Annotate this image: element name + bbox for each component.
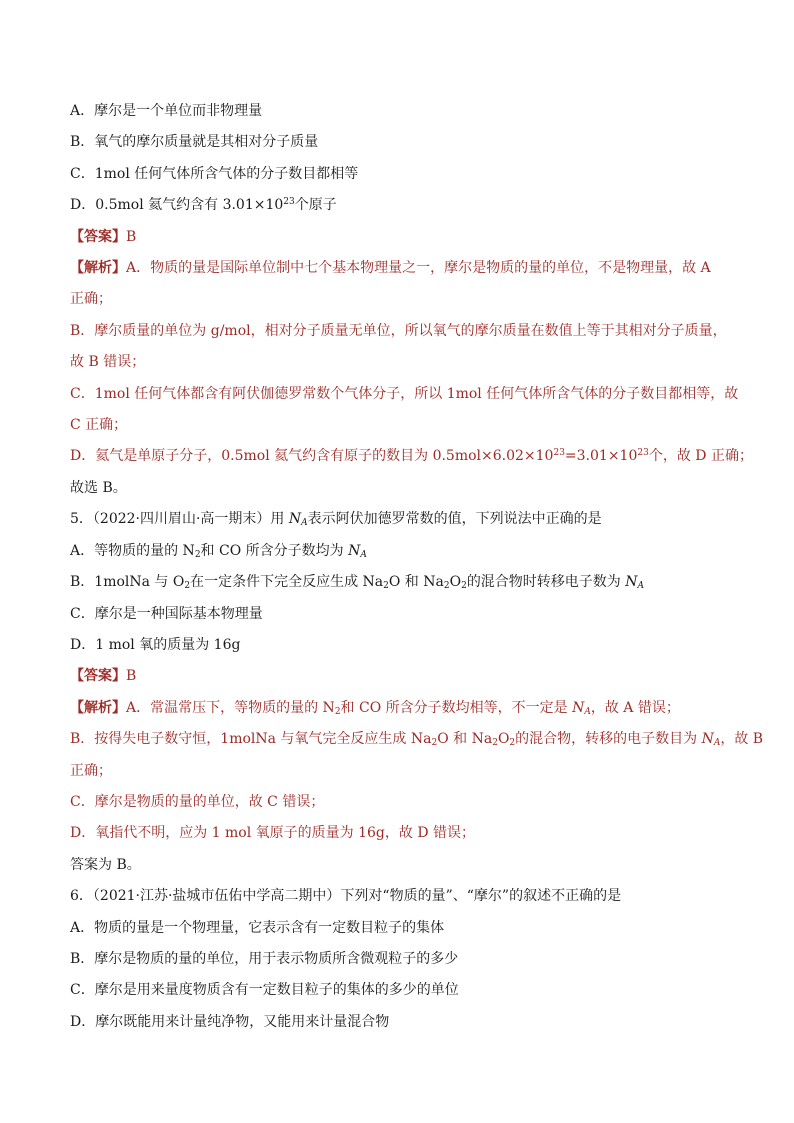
q6-option-c: C．摩尔是用来量度物质含有一定数目粒子的集体的多少的单位: [70, 982, 459, 999]
q5-option-b: B．1molNa 与 $O_2$在一定条件下完全反应生成 $Na_2O$ 和 $Na_2O_2$的混合物时转移电子数为 $N_A$: [70, 574, 645, 592]
q4-conclusion: 故选 B。: [70, 479, 127, 496]
q5-option-c: C．摩尔是一种国际基本物理量: [70, 605, 263, 622]
q4-answer: [70, 222, 730, 253]
q5-stem: 5．（2022·四川眉山·高一期末）用 $N_A$表示阿伏加德罗常数的值，下列说法中正确的是: [70, 511, 602, 529]
q4-answer-label: 【答案】: [70, 228, 126, 245]
q4-analysis-c-cont: C 正确；: [70, 417, 128, 434]
q5-answer-value: B: [126, 668, 137, 685]
q5-analysis-a: 【解析】A．常温常压下，等物质的量的 $N_2$和 CO 所含分子数均相等，不一定是 $N_A$，故 A 错误；: [70, 699, 680, 717]
q4-analysis-label: 【解析】: [70, 260, 126, 277]
q4-analysis-c: C．1mol 任何气体都含有阿伏伽德罗常数个气体分子，所以 1mol 任何气体所含气体的分子数目都相等，故: [70, 385, 739, 402]
q4-analysis-b: B．摩尔质量的单位为 g/mol，相对分子质量无单位，所以氧气的摩尔质量在数值上等于其相对分子质量，: [70, 322, 727, 339]
q5-answer-label: 【答案】: [70, 668, 126, 685]
q4-analysis-d: D．氦气是单原子分子，0.5mol 氦气约含有原子的数目为 $0.5mol\times 6.02\times 10^{23}=3.01\times 10^{23}$个，故 D 正确；: [70, 448, 753, 465]
q4-option-c: C．1mol 任何气体所含气体的分子数目都相等: [70, 165, 359, 182]
q5-analysis-c: C．摩尔是物质的量的单位，故 C 错误；: [70, 793, 325, 810]
q5-analysis-d: D．氧指代不明，应为 1 mol 氧原子的质量为 16g，故 D 错误；: [70, 825, 476, 842]
q5-conclusion: 答案为 B。: [70, 856, 141, 873]
document-page: [70, 96, 764, 1038]
q4-answer-value: B: [126, 228, 137, 245]
q5-option-d: D．1 mol 氧的质量为 16g: [70, 636, 241, 653]
q6-option-d: D．摩尔既能用来计量纯净物，又能用来计量混合物: [70, 1013, 390, 1030]
q4-analysis-b-cont: 故 B 错误；: [70, 354, 146, 371]
q4-option-b: B．氧气的摩尔质量就是其相对分子质量: [70, 134, 319, 151]
q5-analysis-label: 【解析】: [70, 699, 126, 716]
q5-analysis-b: B．按得失电子数守恒，1molNa 与氧气完全反应生成 $Na_2O$ 和 $Na_2O_2$的混合物，转移的电子数目为 $N_A$，故 B: [70, 731, 764, 749]
q6-option-b: B．摩尔是物质的量的单位，用于表示物质所含微观粒子的多少: [70, 950, 459, 967]
q5-analysis-b-cont: 正确；: [70, 762, 112, 779]
q4-option-d: D．0.5mol 氦气约含有 $3.01\times 10^{23}$个原子: [70, 197, 337, 214]
q5-answer: [70, 661, 730, 692]
q6-option-a: A．物质的量是一个物理量，它表示含有一定数目粒子的集体: [70, 919, 445, 936]
q4-option-a: A．摩尔是一个单位而非物理量: [70, 103, 263, 119]
q4-analysis-a-cont: 正确；: [70, 291, 112, 308]
q5-option-a: A．等物质的量的 $N_2$和 CO 所含分子数均为 $N_A$: [70, 542, 367, 560]
q6-stem: 6．（2021·江苏·盐城市伍佑中学高二期中）下列对“物质的量”、“摩尔”的叙述不正确的是: [70, 888, 622, 905]
q4-analysis-a: 【解析】A．物质的量是国际单位制中七个基本物理量之一，摩尔是物质的量的单位，不是物理量，故 A: [70, 260, 711, 277]
